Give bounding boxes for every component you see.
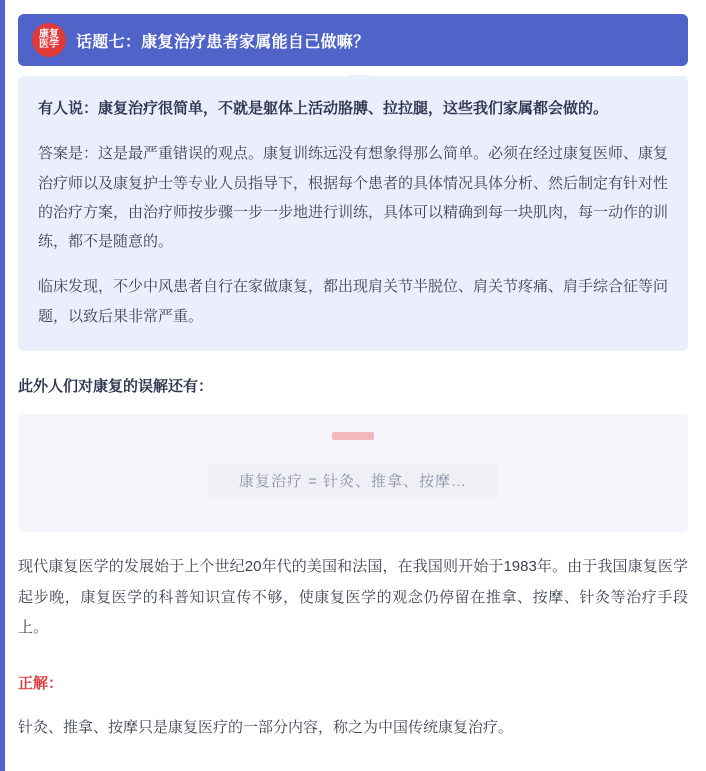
answer-label: 正解： (18, 675, 64, 692)
logo-line-1: 康复 (39, 28, 59, 40)
section-heading: 此外人们对康复的误解还有： (18, 377, 214, 395)
left-accent-bar (0, 0, 5, 771)
brand-logo-icon (32, 23, 66, 57)
topic-header (18, 14, 688, 66)
panel-paragraph-1: 答案是：这是最严重错误的观点。康复训练远没有想象得那么简单。必须在经过康复医师、康复治疗师以及康复护士等专业人员指导下，根据每个患者的具体情况具体分析、然后制定有针对性的治疗方案，由治疗师按步骤一步一步地进行训练，具体可以精确到每一块肌肉，每一动作的训练，都不是随意的。 (38, 145, 669, 250)
figure-card (18, 414, 688, 532)
lead-label: 有人说： (38, 100, 99, 117)
lead-text: 康复治疗很简单，不就是躯体上活动胳膊、拉拉腿，这些我们家属都会做的。 (98, 100, 609, 117)
logo-line-2: 医学 (39, 39, 59, 50)
quote-panel-wrapper (18, 76, 688, 351)
answer-text: 针灸、推拿、按摩只是康复医疗的一部分内容，称之为中国传统康复治疗。 (18, 719, 514, 736)
panel-arrow-icon (348, 75, 370, 86)
page-title: 话题七：康复治疗患者家属能自己做嘛？ (76, 33, 370, 51)
figure-caption: 康复治疗 = 针灸、推拿、按摩… (208, 464, 498, 497)
body-paragraph: 现代康复医学的发展始于上个世纪20年代的美国和法国，在我国则开始于1983年。由于我国康复医学起步晚，康复医学的科普知识宣传不够，使康复医学的观念仍停留在推拿、按摩、针灸等治疗手段上。 (18, 557, 688, 637)
figure-highlight-bar (332, 432, 374, 440)
panel-paragraph-2: 临床发现，不少中风患者自行在家做康复，都出现肩关节半脱位、肩关节疼痛、肩手综合征等问题，以致后果非常严重。 (38, 278, 669, 325)
quote-panel (18, 76, 688, 351)
lead-paragraph (38, 94, 668, 123)
